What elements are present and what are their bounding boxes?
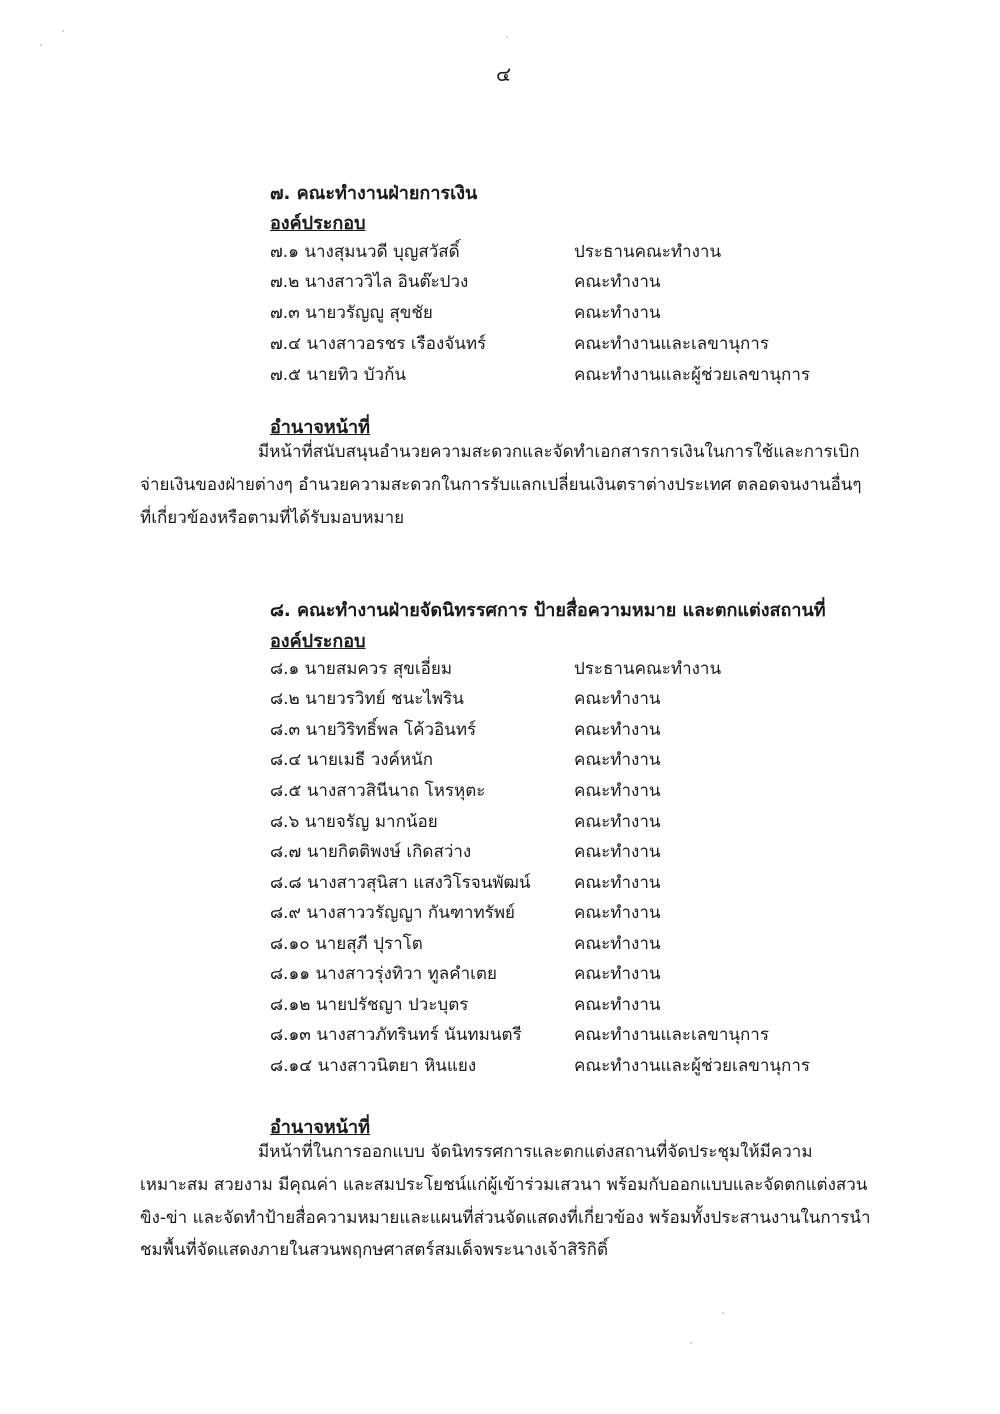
section-7-duty-paragraph — [140, 438, 876, 538]
section-7-member-row — [270, 268, 830, 298]
section-8-member-row — [270, 838, 830, 868]
member-role: คณะทำงาน — [574, 272, 661, 292]
member-name: ๘.๓ นายวิริทธิ์พล โค้วอินทร์ — [270, 720, 477, 740]
member-name: ๗.๕ นายทิว บัวก้น — [270, 365, 406, 385]
section-7-composition-heading: องค์ประกอบ — [270, 213, 366, 234]
member-role: ประธานคณะทำงาน — [574, 242, 722, 262]
member-role: คณะทำงาน — [574, 812, 661, 832]
paragraph-line: เหมาะสม สวยงาม มีคุณค่า และสมประโยชน์แก่ผู้เข้าร่วมเสวนา พร้อมกับออกแบบและจัดตกแต่งสวน — [140, 1175, 868, 1195]
section-8-member-row — [270, 808, 830, 838]
member-role: คณะทำงาน — [574, 934, 661, 954]
scan-speck — [506, 36, 508, 38]
member-role: คณะทำงาน — [574, 842, 661, 862]
member-name: ๘.๗ นายกิตติพงษ์ เกิดสว่าง — [270, 842, 472, 862]
member-role: คณะทำงาน — [574, 995, 661, 1015]
member-name: ๗.๓ นายวรัญญู สุขชัย — [270, 303, 433, 323]
section-8-duty-paragraph — [140, 1138, 876, 1268]
section-8-member-row — [270, 869, 830, 899]
scan-speck — [690, 1342, 692, 1344]
paragraph-line: จ่ายเงินของฝ่ายต่างๆ อำนวยความสะดวกในการรับแลกเปลี่ยนเงินตราต่างประเทศ ตลอดจนงานอื่นๆ — [140, 475, 862, 495]
section-8-composition-heading: องค์ประกอบ — [270, 631, 366, 652]
member-name: ๘.๕ นางสาวสินีนาถ โหรหุตะ — [270, 781, 486, 801]
paragraph-line: มีหน้าที่สนับสนุนอำนวยความสะดวกและจัดทำเอกสารการเงินในการใช้และการเบิก — [258, 442, 860, 462]
member-name: ๘.๖ นายจรัญ มากน้อย — [270, 812, 438, 832]
section-8-member-row — [270, 899, 830, 929]
member-name: ๘.๑๑ นางสาวรุ่งทิวา ทูลคำเตย — [270, 964, 497, 984]
section-8-member-row — [270, 991, 830, 1021]
member-role: คณะทำงาน — [574, 720, 661, 740]
section-8-member-row — [270, 746, 830, 776]
paragraph-line: ขิง-ข่า และจัดทำป้ายสื่อความหมายและแผนที่ส่วนจัดแสดงที่เกี่ยวข้อง พร้อมทั้งประสานงานในการนำ — [140, 1208, 871, 1228]
member-name: ๘.๑๐ นายสุภี ปุราโต — [270, 934, 423, 954]
member-name: ๘.๑๓ นางสาวภัทรินทร์ นันทมนตรี — [270, 1025, 522, 1045]
section-8-member-row — [270, 960, 830, 990]
section-8-member-row — [270, 930, 830, 960]
member-role: คณะทำงาน — [574, 964, 661, 984]
section-7-title: ๗. คณะทำงานฝ่ายการเงิน — [270, 183, 478, 204]
member-name: ๗.๒ นางสาววิไล อินต๊ะปวง — [270, 272, 469, 292]
member-role: คณะทำงาน — [574, 903, 661, 923]
section-8-member-row — [270, 777, 830, 807]
paragraph-line: มีหน้าที่ในการออกแบบ จัดนิทรรศการและตกแต่งสถานที่จัดประชุมให้มีความ — [258, 1142, 813, 1162]
member-name: ๗.๑ นางสุมนวดี บุญสวัสดิ์ — [270, 242, 460, 262]
page-number: ๔ — [496, 62, 512, 86]
scan-speck — [40, 44, 42, 46]
member-role: คณะทำงานและผู้ช่วยเลขานุการ — [574, 1056, 810, 1076]
member-name: ๘.๑๒ นายปรัชญา ปวะบุตร — [270, 995, 469, 1015]
member-name: ๘.๘ นางสาวสุนิสา แสงวิโรจนพัฒน์ — [270, 873, 531, 893]
section-8-member-row — [270, 1052, 830, 1082]
member-name: ๗.๔ นางสาวอรชร เรืองจันทร์ — [270, 334, 487, 354]
member-role: คณะทำงาน — [574, 750, 661, 770]
member-role: คณะทำงาน — [574, 303, 661, 323]
member-role: ประธานคณะทำงาน — [574, 659, 722, 679]
scan-speck — [722, 1312, 724, 1314]
member-role: คณะทำงานและเลขานุการ — [574, 334, 769, 354]
section-7-member-row — [270, 361, 830, 391]
member-name: ๘.๑๔ นางสาวนิตยา หินแยง — [270, 1056, 477, 1076]
paragraph-line: ชมพื้นที่จัดแสดงภายในสวนพฤกษศาสตร์สมเด็จพระนางเจ้าสิริกิติ์ — [140, 1240, 608, 1260]
section-7-member-row — [270, 238, 830, 268]
member-role: คณะทำงาน — [574, 689, 661, 709]
member-name: ๘.๔ นายเมธี วงค์หนัก — [270, 750, 434, 770]
member-role: คณะทำงาน — [574, 781, 661, 801]
paragraph-line: ที่เกี่ยวข้องหรือตามที่ได้รับมอบหมาย — [140, 508, 405, 528]
section-8-duty-heading: อำนาจหน้าที่ — [270, 1117, 371, 1138]
member-role: คณะทำงานและผู้ช่วยเลขานุการ — [574, 365, 810, 385]
member-name: ๘.๑ นายสมควร สุขเอี่ยม — [270, 659, 453, 679]
scan-speck — [62, 30, 64, 32]
member-role: คณะทำงานและเลขานุการ — [574, 1025, 769, 1045]
section-8-member-row — [270, 1021, 830, 1051]
member-role: คณะทำงาน — [574, 873, 661, 893]
section-8-member-row — [270, 716, 830, 746]
section-7-member-row — [270, 299, 830, 329]
section-7-duty-heading: อำนาจหน้าที่ — [270, 417, 371, 438]
section-8-member-row — [270, 685, 830, 715]
member-name: ๘.๒ นายวรวิทย์ ชนะไพริน — [270, 689, 464, 709]
section-8-title: ๘. คณะทำงานฝ่ายจัดนิทรรศการ ป้ายสื่อความหมาย และตกแต่งสถานที่ — [270, 600, 826, 621]
section-8-member-row — [270, 655, 830, 685]
section-7-member-row — [270, 330, 830, 360]
member-name: ๘.๙ นางสาววรัญญา กันฑาทรัพย์ — [270, 903, 515, 923]
